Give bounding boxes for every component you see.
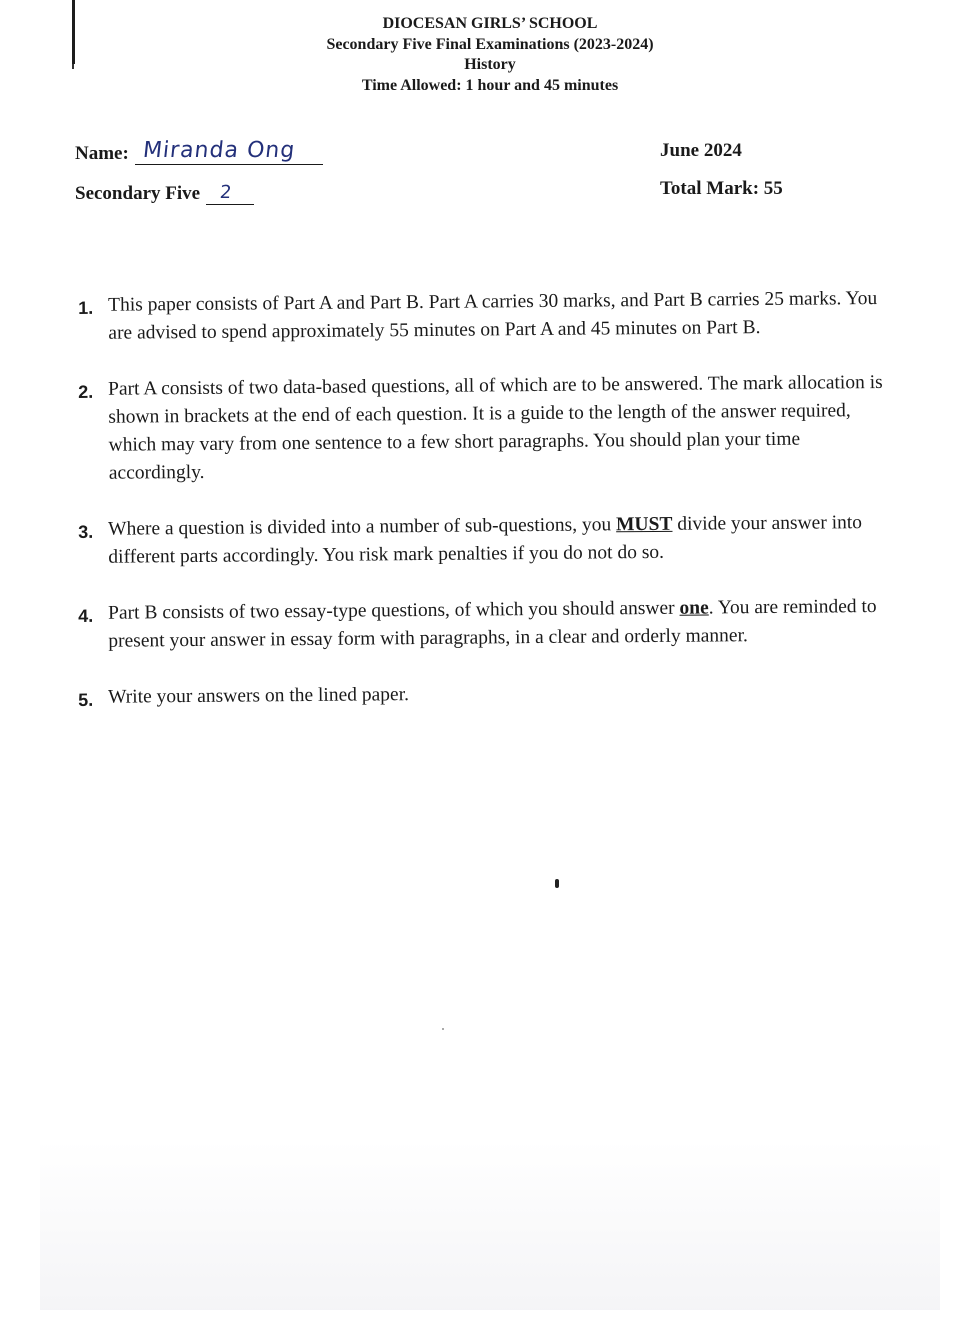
instruction-number: 5. (78, 689, 94, 710)
total-mark: Total Mark: 55 (660, 178, 783, 199)
instruction-text: Part A consists of two data-based questions, all of which are to be answered. The mark allocation is shown in brackets at the end of each question. It is a guide to the length of the answer required, which may vary from one sentence to a few short paragraphs. You should plan your time accordingly. (108, 371, 883, 484)
instruction-text: This paper consists of Part A and Part B. Part A carries 30 marks, and Part B carries 25 marks. You are advised to spend approximately 55 minutes on Part A and 45 minutes on Part B. (108, 288, 878, 344)
ink-speck (442, 1028, 444, 1030)
exam-title: Secondary Five Final Examinations (2023-2024) (326, 35, 654, 53)
name-row (75, 138, 323, 165)
class-field[interactable] (206, 178, 254, 205)
school-name: DIOCESAN GIRLS’ SCHOOL (382, 15, 598, 32)
instruction-number: 3. (78, 521, 94, 542)
instruction-number: 4. (78, 605, 94, 626)
instruction-emphasis: MUST (616, 513, 673, 536)
instruction-item (78, 285, 893, 348)
instruction-item (78, 369, 894, 488)
name-handwritten: Miranda Ong (141, 138, 297, 163)
instruction-text-part: . You are reminded to present your answer in essay form with paragraphs, in a clear and orderly manner. (108, 596, 877, 652)
instruction-number: 1. (78, 297, 94, 318)
instruction-text-part: Part B consists of two essay-type questions, of which you should answer (108, 597, 680, 624)
instruction-emphasis: one (679, 597, 709, 619)
instruction-item (78, 509, 893, 572)
instruction-text (108, 509, 893, 572)
name-label: Name: (75, 143, 129, 164)
scan-shadow (40, 1140, 940, 1310)
instruction-text-part: divide your answer into different parts accordingly. You risk mark penalties if you do not do so. (108, 512, 863, 568)
instruction-item (78, 593, 893, 656)
class-handwritten: 2 (218, 182, 234, 203)
class-row (75, 178, 254, 205)
subject-title: History (464, 56, 516, 73)
exam-header (0, 14, 980, 96)
instruction-text (108, 593, 893, 656)
instruction-text: Write your answers on the lined paper. (108, 684, 410, 708)
instruction-item (78, 677, 893, 714)
exam-date: June 2024 (660, 140, 742, 161)
instruction-number: 2. (78, 381, 94, 402)
ink-speck (555, 879, 559, 888)
name-field[interactable] (135, 138, 323, 165)
class-label: Secondary Five (75, 183, 201, 204)
instruction-text-part: Where a question is divided into a number of sub-questions, you (108, 514, 617, 540)
instructions-list (78, 288, 893, 714)
time-allowed: Time Allowed: 1 hour and 45 minutes (361, 76, 619, 94)
